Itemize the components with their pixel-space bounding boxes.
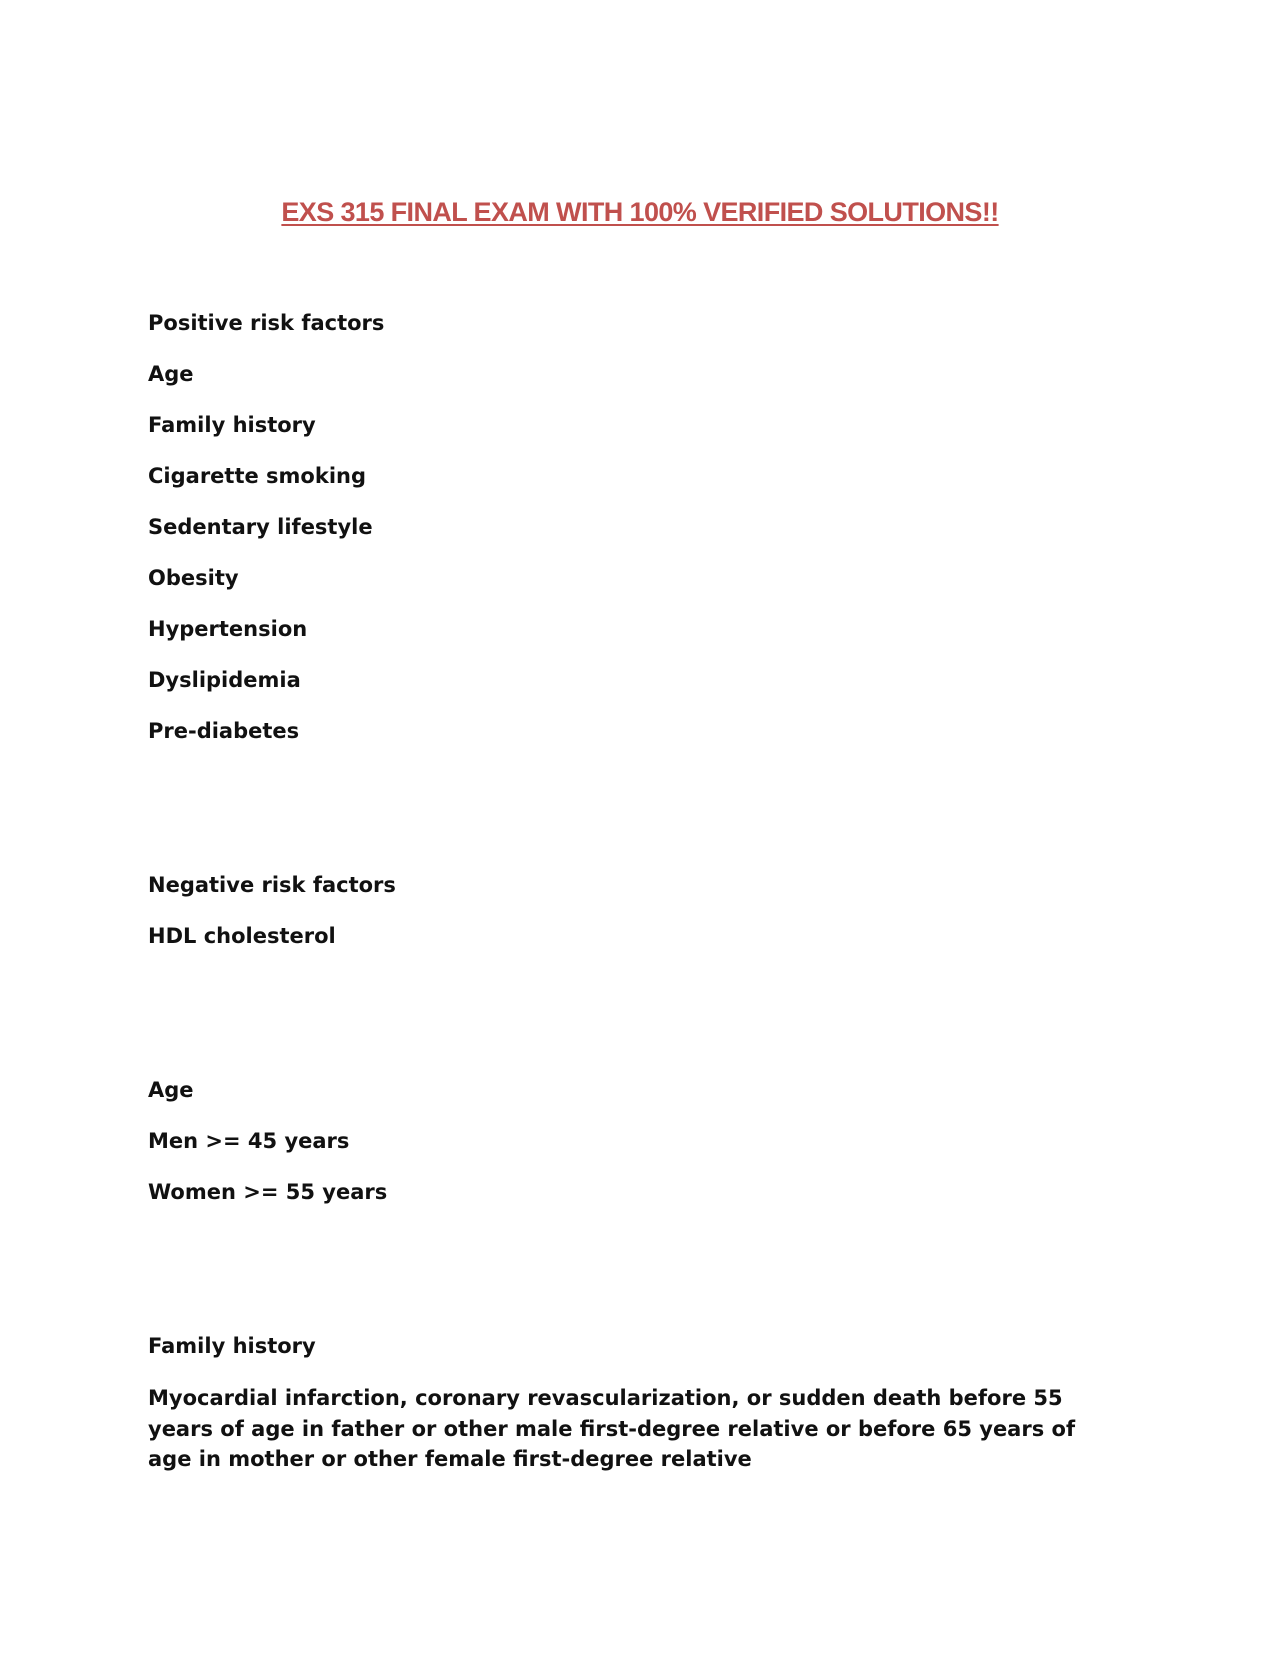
list-item: Obesity xyxy=(148,566,239,590)
list-item: Women >= 55 years xyxy=(148,1180,388,1204)
list-item: Pre-diabetes xyxy=(148,719,300,743)
family-history-paragraph: Myocardial infarction, coronary revascularization, or sudden death before 55 years of age in father or other male first-degree relative or before 65 years of age in mother or other female first-degree relative xyxy=(148,1386,1076,1471)
age-heading: Age xyxy=(148,1078,194,1102)
list-item: Hypertension xyxy=(148,617,308,641)
positive-risk-factors-heading: Positive risk factors xyxy=(148,311,385,335)
list-item: Dyslipidemia xyxy=(148,668,301,692)
list-item: HDL cholesterol xyxy=(148,924,336,948)
list-item: Age xyxy=(148,362,194,386)
list-item: Men >= 45 years xyxy=(148,1129,350,1153)
list-item: Family history xyxy=(148,413,316,437)
list-item: Cigarette smoking xyxy=(148,464,366,488)
document-title: EXS 315 FINAL EXAM WITH 100% VERIFIED SOLUTIONS!! xyxy=(281,197,999,227)
family-history-heading: Family history xyxy=(148,1334,316,1358)
list-item: Sedentary lifestyle xyxy=(148,515,373,539)
negative-risk-factors-heading: Negative risk factors xyxy=(148,873,396,897)
